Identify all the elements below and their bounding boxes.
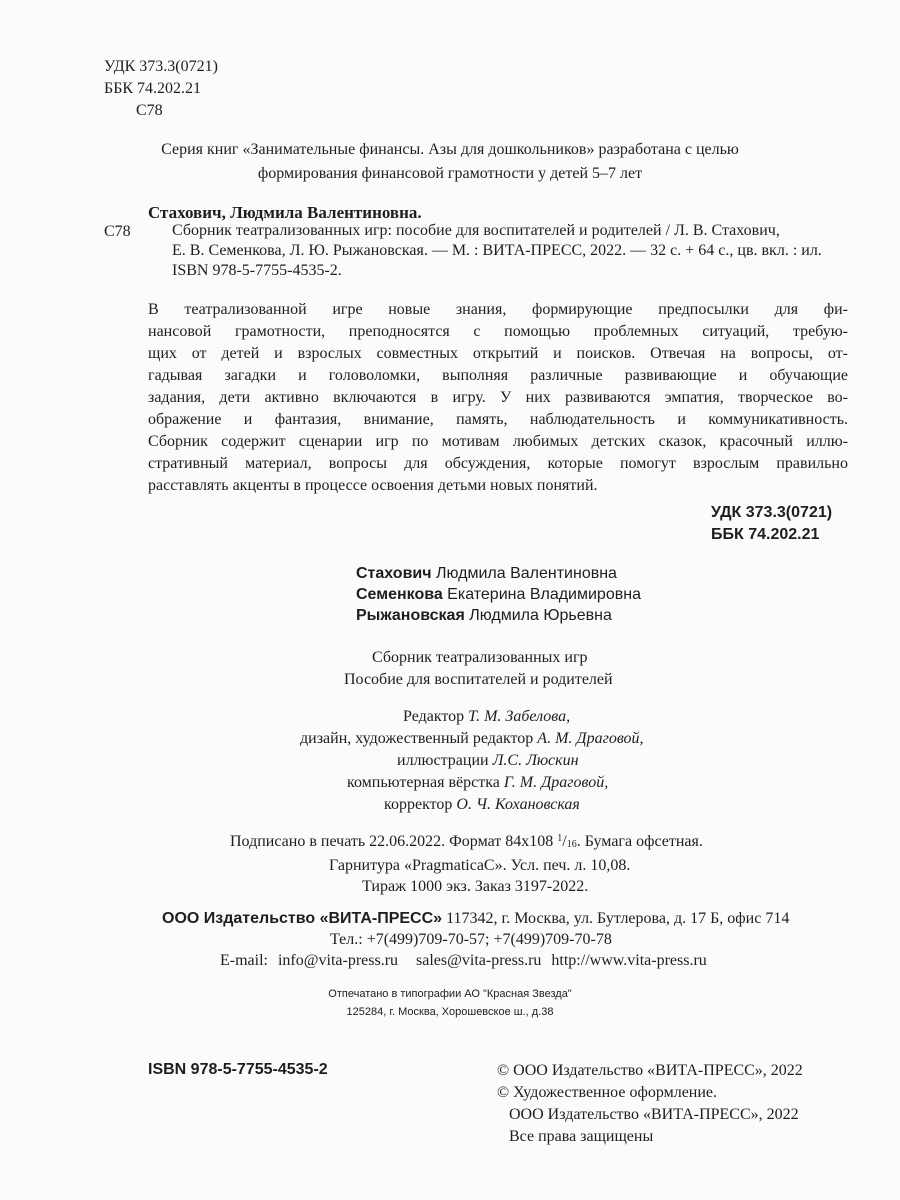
bibliography-sign: С78 xyxy=(104,223,131,240)
author-surname: Рыжановская xyxy=(356,607,465,624)
credit-role: компьютерная вёрстка xyxy=(347,774,504,791)
abstract-line: гадывая загадки и головоломки, выполняя различные развивающие и обучающие xyxy=(148,367,848,384)
printing-house-line-1: Отпечатано в типографии АО "Красная Звезда" xyxy=(328,988,572,1000)
publisher-name: ООО Издательство «ВИТА-ПРЕСС» xyxy=(162,910,443,927)
email-info-link[interactable]: info@vita-press.ru xyxy=(277,952,399,969)
isbn-bottom: ISBN 978-5-7755-4535-2 xyxy=(148,1061,328,1078)
bbk-code: ББК 74.202.21 xyxy=(104,80,202,97)
udk-block-right xyxy=(711,502,832,546)
email-label: E-mail: xyxy=(220,952,268,969)
abstract-line: щих от детей и взрослых совместных открытий и поисков. Отвечая на вопросы, от- xyxy=(148,345,848,362)
credit-line xyxy=(397,750,741,772)
publisher-contacts xyxy=(162,950,789,971)
author-entry xyxy=(356,584,641,605)
credit-role: Редактор xyxy=(403,708,469,725)
author-names: Людмила Юрьевна xyxy=(464,607,612,624)
email-sales-link[interactable]: sales@vita-press.ru xyxy=(416,952,542,969)
bbk-code-right: ББК 74.202.21 xyxy=(711,526,820,543)
credit-line xyxy=(347,772,691,794)
bibliography-line-1: Сборник театрализованных игр: пособие для воспитателей и родителей / Л. В. Стахович, xyxy=(172,222,780,239)
abstract-line: Сборник содержит сценарии игр по мотивам любимых детских сказок, красочный иллю- xyxy=(148,433,848,450)
series-note xyxy=(0,138,900,186)
credit-role: дизайн, художественный редактор xyxy=(300,730,538,747)
print-signed-line: Подписано в печать 22.06.2022. Формат 84x108 $^1/_{16}$. Бумага офсетная. xyxy=(230,833,703,850)
abstract-line: стративный материал, вопросы для обсуждения, которые помогут взрослым правильно xyxy=(148,455,848,472)
author-sign: С78 xyxy=(136,102,163,119)
book-title-block xyxy=(344,647,613,691)
copyright-block xyxy=(497,1060,803,1148)
bibliography-record xyxy=(172,221,822,281)
abstract xyxy=(148,299,848,497)
publisher-line xyxy=(162,908,789,929)
credit-line xyxy=(403,706,747,728)
book-subtitle: Пособие для воспитателей и родителей xyxy=(344,671,613,688)
bibliography-line-3: ISBN 978-5-7755-4535-2. xyxy=(172,262,342,279)
copyright-line-1: © ООО Издательство «ВИТА-ПРЕСС», 2022 xyxy=(497,1062,803,1079)
credit-role: иллюстрации xyxy=(397,752,493,769)
credit-person: Т. М. Забелова, xyxy=(468,708,571,725)
publisher-address: 117342, г. Москва, ул. Бутлерова, д. 17 Б, офис 714 xyxy=(442,910,790,927)
credit-person: О. Ч. Кохановская xyxy=(456,796,580,813)
publisher-block xyxy=(162,908,789,971)
credits xyxy=(300,706,644,816)
bibliography-line-2: Е. В. Семенкова, Л. Ю. Рыжановская. — М. : ВИТА-ПРЕСС, 2022. — 32 с. + 64 с., цв. вкл. : ил. xyxy=(172,242,822,259)
credit-role: корректор xyxy=(384,796,457,813)
copyright-line-4: Все права защищены xyxy=(509,1128,654,1145)
author-names: Екатерина Владимировна xyxy=(442,586,641,603)
book-title: Сборник театрализованных игр xyxy=(372,649,588,666)
copyright-line-3: ООО Издательство «ВИТА-ПРЕСС», 2022 xyxy=(509,1106,799,1123)
format-denominator: 16 xyxy=(566,839,577,850)
printing-house-line-2: 125284, г. Москва, Хорошевское ш., д.38 xyxy=(346,1006,554,1018)
copyright-line-2: © Художественное оформление. xyxy=(497,1084,718,1101)
credit-person: Л.С. Люскин xyxy=(492,752,579,769)
abstract-line: ображение и фантазия, внимание, память, наблюдательность и коммуникативность. xyxy=(148,411,848,428)
author-names: Людмила Валентиновна xyxy=(431,565,617,582)
udk-code-right: УДК 373.3(0721) xyxy=(711,504,833,521)
abstract-line: В театрализованной игре новые знания, формирующие предпосылки для фи- xyxy=(148,301,848,318)
author-surname: Семенкова xyxy=(356,586,443,603)
udk-code: УДК 373.3(0721) xyxy=(104,58,218,75)
credit-person: Г. М. Драговой, xyxy=(503,774,609,791)
abstract-line: расставлять акценты в процессе освоения детьми новых понятий. xyxy=(148,477,598,494)
printing-house xyxy=(0,985,900,1021)
credit-line xyxy=(384,794,728,816)
format-numerator: 1 xyxy=(557,833,563,844)
paper-type: . Бумага офсетная. xyxy=(576,833,703,850)
print-run-line: Тираж 1000 экз. Заказ 3197-2022. xyxy=(362,878,589,895)
credit-person: А. М. Драговой, xyxy=(537,730,644,747)
publisher-phones: Тел.: +7(499)709-70-57; +7(499)709-70-78 xyxy=(330,931,612,948)
print-font-line: Гарнитура «PragmaticaC». Усл. печ. л. 10,08. xyxy=(329,857,631,874)
abstract-line: задания, дети активно включаются в игру. У них развиваются эмпатия, творческое во- xyxy=(148,389,848,406)
author-entry xyxy=(356,563,641,584)
print-signed: Подписано в печать 22.06.2022. Формат 84x108 xyxy=(230,833,558,850)
abstract-line: нансовой грамотности, преподносятся с помощью проблемных ситуаций, требую- xyxy=(148,323,848,340)
author-surname: Стахович xyxy=(356,565,432,582)
authors-list xyxy=(356,563,641,626)
udk-block-top xyxy=(104,56,218,122)
author-entry xyxy=(356,605,641,626)
website-link[interactable]: http://www.vita-press.ru xyxy=(551,952,707,969)
print-info xyxy=(230,828,703,897)
series-line-1: Серия книг «Занимательные финансы. Азы для дошкольников» разработана с целью xyxy=(161,141,739,158)
series-line-2: формирования финансовой грамотности у детей 5–7 лет xyxy=(257,165,643,182)
credit-line xyxy=(300,728,644,750)
bibliography-author: Стахович, Людмила Валентиновна. xyxy=(148,203,422,222)
